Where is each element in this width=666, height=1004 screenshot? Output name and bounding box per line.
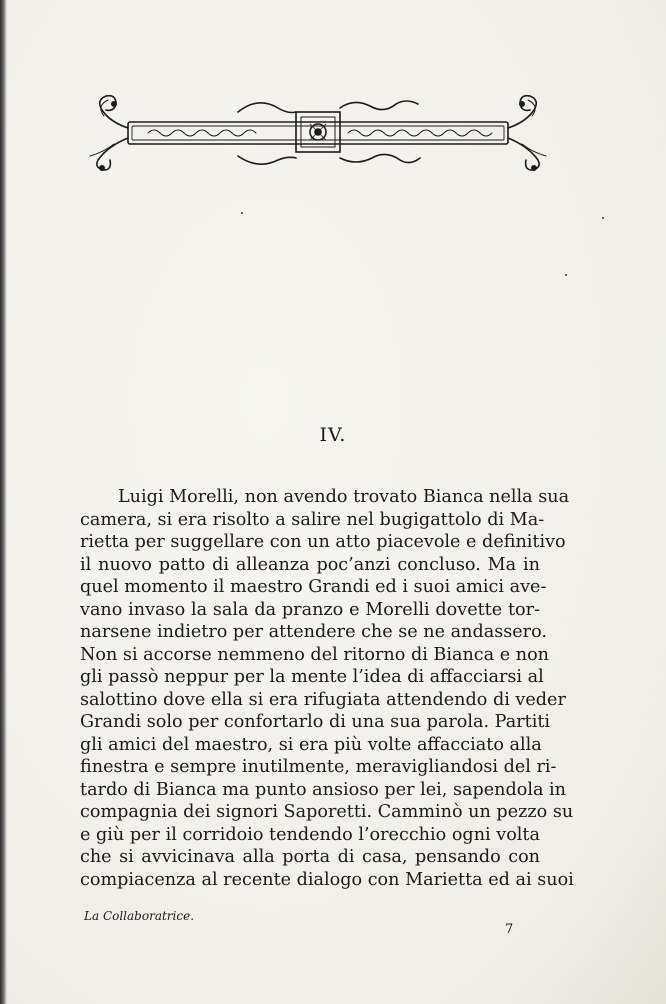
page-binding-edge (0, 0, 7, 1004)
text-line: il nuovo patto di alleanza poc’anzi concluso. Ma in (80, 554, 540, 575)
print-speck (241, 212, 243, 214)
text-line: gli passò neppur per la mente l’idea di affacciarsi al (80, 667, 544, 687)
text-line: narsene indietro per attendere che se ne andassero. (80, 622, 547, 642)
print-speck (602, 217, 604, 219)
book-title-signature: La Collaboratrice. (84, 909, 195, 923)
text-line: gli amici del maestro, si era più volte affacciato alla (80, 734, 542, 755)
text-line: finestra e sempre inutilmente, meravigliandosi del ri- (80, 757, 557, 777)
text-line: tardo di Bianca ma punto ansioso per lei, sapendola in (80, 779, 567, 800)
text-line: vano invaso la sala da pranzo e Morelli dovette tor- (80, 599, 540, 620)
text-line: compagnia dei signori Saporetti. Camminò un pezzo su (80, 802, 574, 822)
text-line: che si avvicinava alla porta di casa, pensando con (80, 847, 540, 867)
chapter-body-text (80, 486, 574, 891)
text-line: e giù per il corridoio tendendo l’orecchio ogni volta (80, 824, 540, 845)
text-line: Grandi solo per confortarlo di una sua parola. Partiti (80, 712, 551, 732)
page-number: 7 (505, 922, 514, 937)
text-line: camera, si era risolto a salire nel bugigattolo di Ma- (80, 509, 545, 530)
text-line: Non si accorse nemmeno del ritorno di Bianca e non (80, 644, 550, 665)
text-line: Luigi Morelli, non avendo trovato Bianca nella sua (118, 487, 570, 507)
text-line: quel momento il maestro Grandi ed i suoi amici ave- (80, 577, 547, 597)
print-speck (565, 274, 567, 276)
text-line: salottino dove ella si era rifugiata attendendo di veder (80, 689, 566, 710)
ornamental-headpiece-icon (88, 86, 548, 178)
text-line: rietta per suggellare con un atto piacevole e definitivo (80, 532, 566, 552)
text-line: compiacenza al recente dialogo con Marietta ed ai suoi (80, 869, 574, 890)
chapter-number: IV. (319, 424, 347, 446)
